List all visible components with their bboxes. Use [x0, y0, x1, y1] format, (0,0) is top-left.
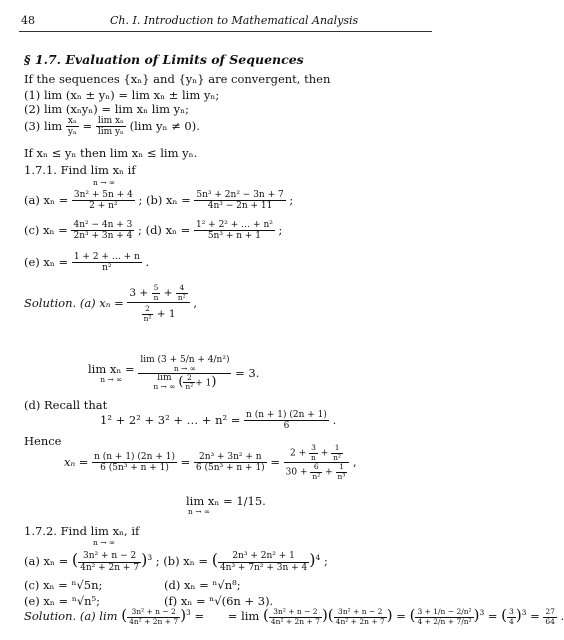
problem-172-ab: (a) xₙ = ( $\frac{\text{3n² + n − 2}}{\text{4n² + 2n + 7}}$ )$^3$ ; (b) xₙ = ( $\frac{\text{2n³ + 2n² + 1}}{\text{4n³ + 7n² + 3n + 4}}$ )$^4$ ; [24, 550, 328, 573]
problem-172-c: (c) xₙ = ⁿ√5n; [24, 578, 103, 592]
problem-171-limit-subscript: n → ∞ [93, 178, 116, 187]
sum-of-squares: 1² + 2² + 3² + … + n² = $\frac{n (n + 1) (2n + 1)}{6}$ . [100, 410, 337, 432]
problem-172-limit-subscript: n → ∞ [93, 538, 116, 547]
rule-2: (2) lim (xₙyₙ) = lim xₙ lim yₙ; [24, 102, 190, 116]
rule-3-condition: (lim yₙ ≠ 0). [129, 118, 200, 133]
section-title: § 1.7. Evaluation of Limits of Sequences [24, 52, 304, 67]
solution-171a: Solution. (a) xₙ = 3 + $\frac{5}{n}$ + $\frac{4}{\text{n²}}$ $\frac{2}{\text{n²}}$ + 1 , [24, 283, 198, 323]
problem-172-heading: 1.7.2. Find lim xₙ, if [24, 524, 140, 538]
limit-result-171d: lim xₙ = 1/15. n → ∞ [186, 494, 266, 516]
running-title: Ch. I. Introduction to Mathematical Analysis [110, 14, 359, 27]
header-rule [19, 31, 432, 32]
hence-equation: xₙ = $\frac{n (n + 1) (2n + 1)}{\text{6 (5n³ + n + 1)}}$ = $\frac{\text{2n³ + 3n² + n}}{\text{6 (5n³ + n + 1)}}$ = 2 + $\frac{3}{n}$ + $\frac{1}{\text{n²}}$ 30 + $\frac{6}{\text{n²}}$ + $\frac{1}{\text{n³}}$ , [64, 443, 357, 481]
problem-172-d: (d) xₙ = ⁿ√n⁸; [164, 578, 241, 592]
rule-4: If xₙ ≤ yₙ then lim xₙ ≤ lim yₙ. [24, 146, 198, 160]
problem-172-e: (e) xₙ = ⁿ√n⁵; [24, 594, 101, 608]
problem-171-ab: (a) xₙ = $\frac{\text{3n² + 5n + 4}}{\text{2 + n²}}$ ; (b) xₙ = $\frac{\text{5n³ + 2n² − 3n + 7}}{\text{4n³ − 2n + 11}}$ ; [24, 190, 294, 212]
rule-3-lim-ratio: $\frac{\text{lim xₙ}}{\text{lim yₙ}}$ [97, 116, 124, 138]
rule-3-prefix: (3) lim [24, 118, 63, 133]
problem-171-e: (e) xₙ = $\frac{1 + 2 + \dots + n}{\text{n²}}$ . [24, 252, 150, 274]
problem-171-heading: 1.7.1. Find lim xₙ if [24, 163, 136, 177]
recall-d: (d) Recall that [24, 398, 108, 412]
rule-3-ratio: $\frac{\text{xₙ}}{\text{yₙ}}$ [67, 116, 77, 138]
problem-172-f: (f) xₙ = ⁿ√(6n + 3). [164, 594, 274, 608]
rule-1: (1) lim (xₙ ± yₙ) = lim xₙ ± lim yₙ; [24, 88, 220, 102]
solution-171a-limit: lim xₙ = n → ∞ lim (3 + 5/n + 4/n²) n → ∞ lim n → ∞ ( $\frac{2}{\text{n²}}$ + 1) = 3. [88, 355, 260, 392]
section-intro: If the sequences {xₙ} and {yₙ} are convergent, then [24, 72, 331, 86]
page-number: 48 [21, 14, 35, 27]
hence: Hence [24, 434, 62, 448]
solution-172a: Solution. (a) lim ( $\frac{\text{3n² + n − 2}}{\text{4n² + 2n + 7}}$ )$^3$ = = lim ( $\frac{\text{3n² + n − 2}}{\text{4n² + 2n + 7}}$ )( $\frac{\text{3n² + n − 2}}{\text{4n² + 2n + 7}}$ ) = ( $\frac{\text{3 + 1/n − 2/n²}}{\text{4 + 2/n + 7/n²}}$ )$^3$ = ( $\frac{3}{4}$ )$^3$ = $\frac{27}{64}$ . [24, 606, 564, 626]
problem-171-cd: (c) xₙ = $\frac{\text{4n² − 4n + 3}}{\text{2n³ + 3n + 4}}$ ; (d) xₙ = $\frac{\text{1² + 2² + … + n²}}{\text{5n³ + n + 1}}$ ; [24, 220, 283, 242]
rule-3: (3) lim $\frac{\text{xₙ}}{\text{yₙ}}$ = $\frac{\text{lim xₙ}}{\text{lim yₙ}}$ (lim yₙ ≠ 0). [24, 116, 200, 138]
